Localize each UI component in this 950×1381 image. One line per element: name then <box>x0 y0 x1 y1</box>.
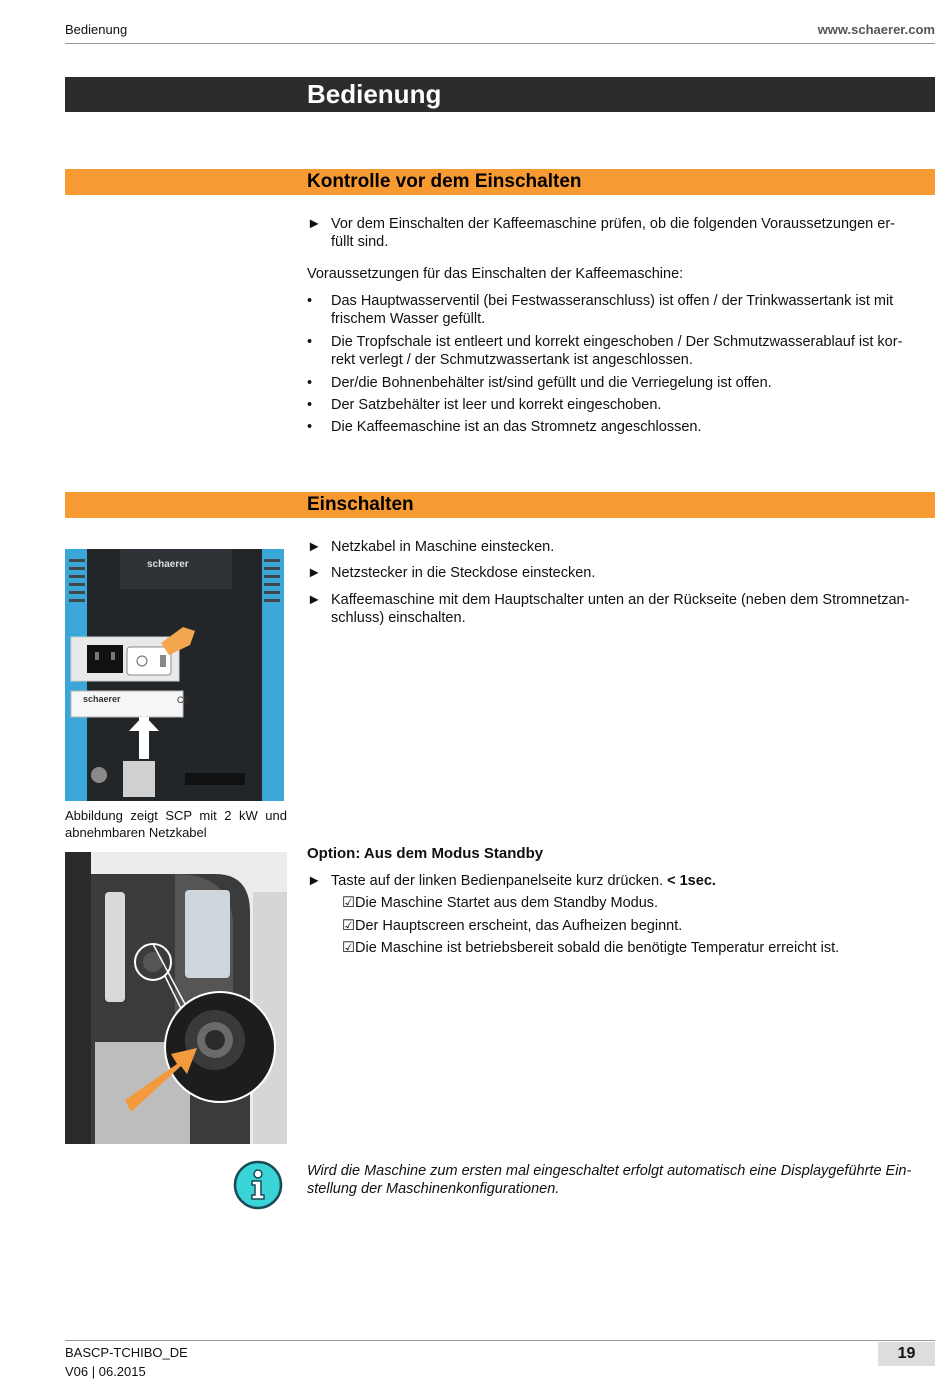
result-item: ☑Die Maschine Startet aus dem Standby Modus. <box>342 895 659 911</box>
arrow-right-icon: ► <box>307 216 322 232</box>
machine-rear-photo <box>65 549 284 801</box>
section-heading-bar <box>65 492 935 518</box>
instruction-step: ► Taste auf der linken Bedienpanelseite kurz drücken. < 1sec. <box>307 873 716 889</box>
bullet: • <box>307 293 313 309</box>
control-panel-illustration <box>65 852 287 1144</box>
footer-doc-info <box>65 1343 188 1381</box>
ce-mark: CE <box>177 695 190 705</box>
result-item: ☑Die Maschine ist betriebsbereit sobald die benötigte Temperatur erreicht ist. <box>342 940 840 956</box>
title-bar <box>65 77 935 112</box>
info-icon <box>233 1160 283 1210</box>
instruction-step: ► Netzstecker in die Steckdose einstecken. <box>307 565 596 581</box>
bullet: • <box>307 397 313 413</box>
arrow-right-icon: ► <box>307 592 322 608</box>
brand-logo: schaerer <box>147 559 189 570</box>
list-item: • Der Satzbehälter ist leer und korrekt eingeschoben. <box>307 397 662 413</box>
result-item: ☑Der Hauptscreen erscheint, das Aufheizen beginnt. <box>342 918 683 934</box>
section-heading: Einschalten <box>307 494 414 515</box>
list-item: • Der/die Bohnenbehälter ist/sind gefüllt und die Verriegelung ist offen. <box>307 375 772 391</box>
brand-label: schaerer <box>83 694 121 704</box>
header-website[interactable]: www.schaerer.com <box>817 22 935 37</box>
header-chapter: Bedienung <box>65 22 128 37</box>
bullet: • <box>307 419 313 435</box>
control-panel-photo <box>65 852 287 1144</box>
doc-id: BASCP-TCHIBO_DE <box>65 1345 188 1360</box>
arrow-right-icon: ► <box>307 539 322 555</box>
footer-divider <box>65 1340 935 1341</box>
instruction-step: ► Kaffeemaschine mit dem Hauptschalter unten an der Rückseite (neben dem Stromnetzan- schluss) einschalten. <box>307 592 910 626</box>
arrow-right-icon: ► <box>307 873 322 889</box>
checkbox-icon: ☑ <box>342 895 355 911</box>
list-item: • Das Hauptwasserventil (bei Festwasseranschluss) ist offen / der Trinkwassertank ist mit frischem Wasser gefüllt. <box>307 293 894 327</box>
bullet: • <box>307 375 313 391</box>
header-divider <box>65 43 935 44</box>
list-item: • Die Kaffeemaschine ist an das Stromnetz angeschlossen. <box>307 419 702 435</box>
section-heading: Kontrolle vor dem Einschalten <box>307 171 582 192</box>
arrow-right-icon: ► <box>307 565 322 581</box>
requirements-intro: Voraussetzungen für das Einschalten der Kaffeemaschine: <box>307 266 684 282</box>
image-caption: Abbildung zeigt SCP mit 2 kW und abnehmbaren Netzkabel <box>65 808 287 840</box>
machine-rear-illustration <box>65 549 284 801</box>
page-title: Bedienung <box>307 79 442 109</box>
page-number: 19 <box>878 1342 935 1366</box>
info-note: Wird die Maschine zum ersten mal eingeschaltet erfolgt automatisch eine Displaygeführte Ein- stellung der Maschinenkonfigurationen. <box>307 1163 912 1197</box>
checkbox-icon: ☑ <box>342 918 355 934</box>
section-heading-bar <box>65 169 935 195</box>
doc-version: V06 | 06.2015 <box>65 1364 146 1379</box>
instruction-step: ► Vor dem Einschalten der Kaffeemaschine prüfen, ob die folgenden Voraussetzungen er- füllt sind. <box>307 216 895 250</box>
bullet: • <box>307 334 313 350</box>
option-heading: Option: Aus dem Modus Standby <box>307 845 544 862</box>
list-item: • Die Tropfschale ist entleert und korrekt eingeschoben / Der Schmutzwasserablauf ist kor- rekt verlegt / der Schmutzwassertank ist angeschlossen. <box>307 334 903 368</box>
instruction-step: ► Netzkabel in Maschine einstecken. <box>307 539 555 555</box>
checkbox-icon: ☑ <box>342 940 355 956</box>
